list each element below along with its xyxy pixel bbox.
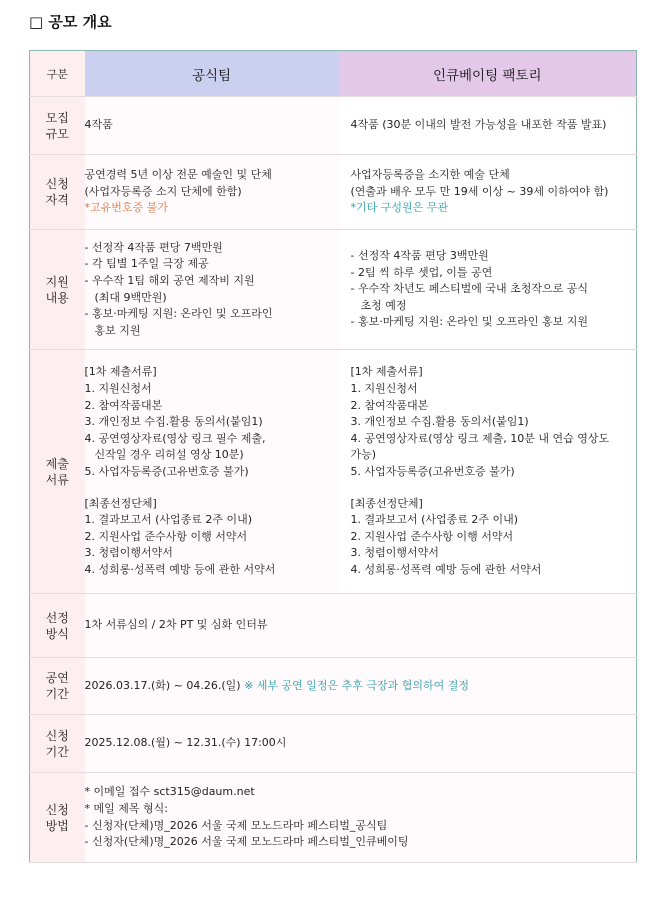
table-header-row [30, 51, 637, 97]
scale-incubating: 4작품 (30분 이내의 발전 가능성을 내포한 작품 발표) [339, 97, 637, 155]
performance-period-note: ※ 세부 공연 일정은 추후 극장과 협의하여 결정 [244, 678, 470, 692]
scale-official: 4작품 [85, 97, 339, 155]
eligibility-note: *고유번호증 불가 [84, 201, 168, 215]
header-official-team: 공식팀 [85, 51, 339, 97]
support-official: - 선정작 4작품 편당 7백만원 - 각 팀별 1주일 극장 제공 - 우수작 1팀 해외 공연 제작비 지원 (최대 9백만원) - 홍보·마케팅 지원: 온라인 및 오프라인 홍보 지원 [85, 230, 339, 350]
header-incubating-factory: 인큐베이팅 팩토리 [339, 51, 637, 97]
eligibility-incubating: 사업자등록증을 소지한 예술 단체 (연출과 배우 모두 만 19세 이상 ~ 39세 이하여야 함) *기타 구성원은 무관 [339, 155, 637, 230]
table-row-documents [30, 350, 637, 594]
table-row-support [30, 230, 637, 350]
table-row-eligibility [30, 155, 637, 230]
row-label: 신청 방법 [30, 773, 85, 863]
table-row-performance-period [30, 658, 637, 715]
row-label: 공연 기간 [30, 658, 85, 715]
selection-value: 1차 서류심의 / 2차 PT 및 심화 인터뷰 [85, 594, 637, 658]
section-heading [29, 11, 112, 32]
table-row-selection [30, 594, 637, 658]
row-label: 선정 방식 [30, 594, 85, 658]
performance-period-value: 2026.03.17.(화) ~ 04.26.(일) ※ 세부 공연 일정은 추후 극장과 협의하여 결정 [85, 658, 637, 715]
documents-incubating: [1차 제출서류] 1. 지원신청서 2. 참여작품대본 3. 개인정보 수집.활용 동의서(붙임1) 4. 공연영상자료(영상 링크 제출, 10분 내 연습 영상도 가능) 5. 사업자등록증(고유번호증 불가) [최종선정단체] 1. 결과보고서 (사업종료 2주 이내) 2. 지원사업 준수사항 이행 서약서 3. 청렴이행서약서 4. 성희롱·성폭력 예방 등에 관한 서약서 [339, 350, 637, 594]
header-label: 구분 [30, 51, 85, 97]
table-row-scale [30, 97, 637, 155]
section-heading-text: □ 공모 개요 [29, 13, 112, 31]
row-label: 신청 기간 [30, 715, 85, 773]
row-label: 신청 자격 [30, 155, 85, 230]
support-incubating: - 선정작 4작품 편당 3백만원 - 2팀 씩 하루 셋업, 이틀 공연 - 우수작 차년도 페스티벌에 국내 초청작으로 공식 초청 예정 - 홍보·마케팅 지원: 온라인 및 오프라인 홍보 지원 [339, 230, 637, 350]
apply-period-value: 2025.12.08.(월) ~ 12.31.(수) 17:00시 [85, 715, 637, 773]
row-label: 제출 서류 [30, 350, 85, 594]
table-row-apply-period [30, 715, 637, 773]
row-label: 모집 규모 [30, 97, 85, 155]
eligibility-official: 공연경력 5년 이상 전문 예술인 및 단체 (사업자등록증 소지 단체에 한함) *고유번호증 불가 [85, 155, 339, 230]
row-label: 지원 내용 [30, 230, 85, 350]
overview-table [29, 50, 637, 863]
eligibility-note: *기타 구성원은 무관 [350, 201, 449, 215]
table-row-apply-method [30, 773, 637, 863]
documents-official: [1차 제출서류] 1. 지원신청서 2. 참여작품대본 3. 개인정보 수집.활용 동의서(붙임1) 4. 공연영상자료(영상 링크 필수 제출, 신작일 경우 리허설 영상 10분) 5. 사업자등록증(고유번호증 불가) [최종선정단체] 1. 결과보고서 (사업종료 2주 이내) 2. 지원사업 준수사항 이행 서약서 3. 청렴이행서약서 4. 성희롱·성폭력 예방 등에 관한 서약서 [85, 350, 339, 594]
apply-method-value: * 이메일 접수 sct315@daum.net * 메일 제목 형식: - 신청자(단체)명_2026 서울 국제 모노드라마 페스티벌_공식팀 - 신청자(단체)명_2026 서울 국제 모노드라마 페스티벌_인큐베이팅 [85, 773, 637, 863]
